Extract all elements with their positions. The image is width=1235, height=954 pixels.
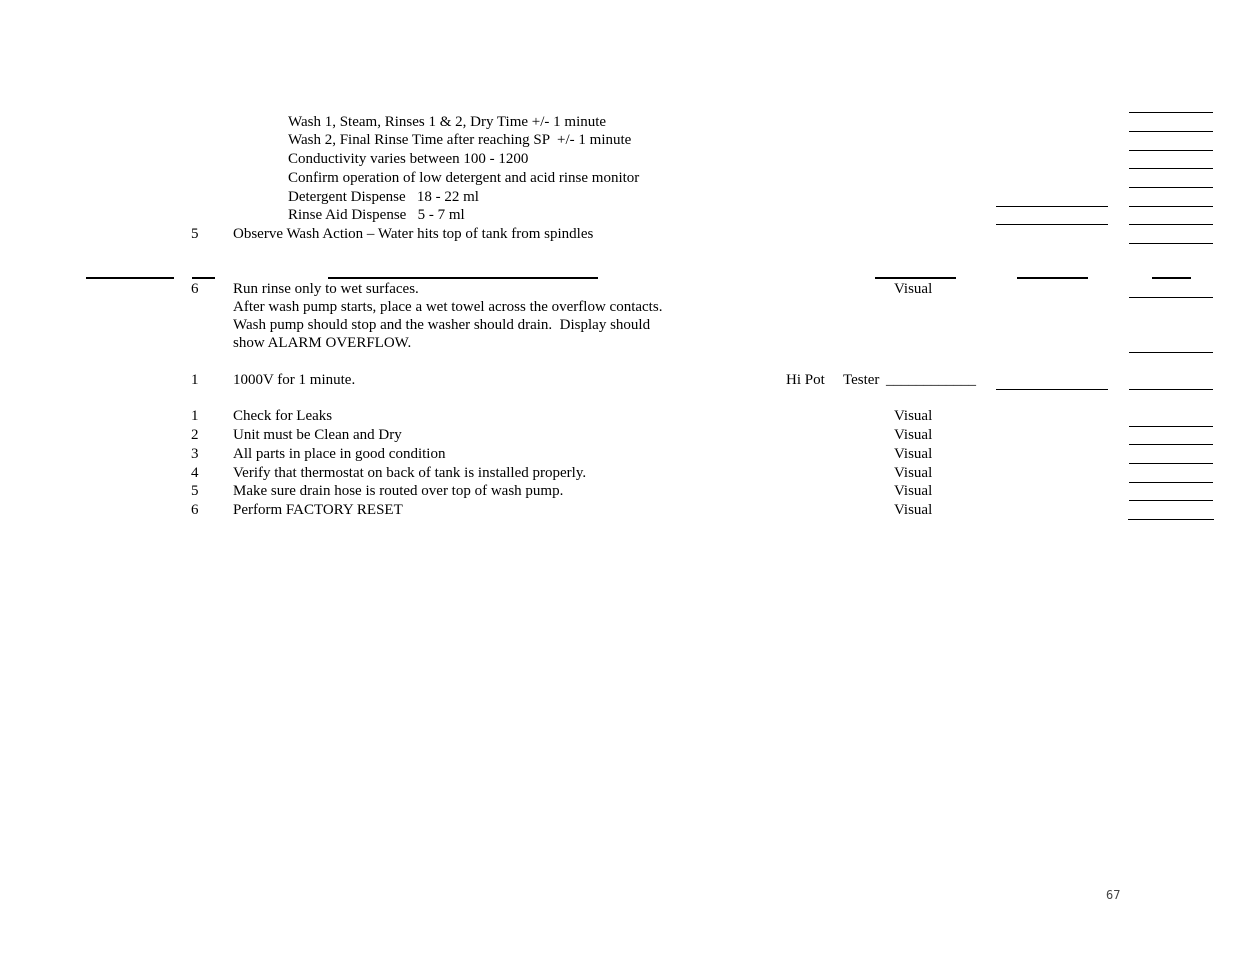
- overflow-test-line: Run rinse only to wet surfaces.: [233, 281, 419, 297]
- check-number: 1: [191, 408, 199, 424]
- check-method: Visual: [894, 465, 933, 481]
- signoff-line[interactable]: [1129, 224, 1213, 225]
- overflow-test-line: After wash pump starts, place a wet towel across the overflow contacts.: [233, 299, 663, 315]
- check-text: Check for Leaks: [233, 408, 333, 424]
- signoff-line[interactable]: [1129, 426, 1213, 427]
- signoff-line[interactable]: [1129, 500, 1213, 501]
- wash-action-number: 5: [191, 226, 199, 242]
- signoff-line[interactable]: [1129, 482, 1213, 483]
- check-number: 4: [191, 465, 199, 481]
- signoff-line[interactable]: [1129, 131, 1213, 132]
- spec-low-detergent-monitor: Confirm operation of low detergent and acid rinse monitor: [288, 170, 640, 186]
- signoff-line[interactable]: [1129, 352, 1213, 353]
- signoff-line[interactable]: [1129, 150, 1213, 151]
- measured-value-line[interactable]: [996, 389, 1108, 390]
- check-number: 6: [191, 502, 199, 518]
- spec-wash-dry-time: Wash 1, Steam, Rinses 1 & 2, Dry Time +/- 1 minute: [288, 114, 607, 130]
- header-rule: [1017, 277, 1088, 279]
- signoff-line[interactable]: [1129, 206, 1213, 207]
- check-number: 3: [191, 446, 199, 462]
- signoff-line[interactable]: [1129, 463, 1213, 464]
- check-method: Visual: [894, 483, 933, 499]
- overflow-test-line: Wash pump should stop and the washer should drain. Display should: [233, 317, 651, 333]
- header-rule: [192, 277, 215, 279]
- header-rule: [86, 277, 174, 279]
- header-rule: [875, 277, 956, 279]
- hipot-label: Hi Pot: [786, 372, 825, 388]
- measured-value-line[interactable]: [996, 206, 1108, 207]
- tester-label: Tester: [843, 372, 880, 388]
- hipot-test-number: 1: [191, 372, 199, 388]
- check-method: Visual: [894, 446, 933, 462]
- overflow-test-number: 6: [191, 281, 199, 297]
- check-text: Perform FACTORY RESET: [233, 502, 403, 518]
- overflow-test-line: show ALARM OVERFLOW.: [233, 335, 412, 351]
- signoff-line[interactable]: [1129, 168, 1213, 169]
- spec-conductivity: Conductivity varies between 100 - 1200: [288, 151, 529, 167]
- signoff-line[interactable]: [1129, 444, 1213, 445]
- measured-value-line[interactable]: [996, 224, 1108, 225]
- signoff-line[interactable]: [1129, 243, 1213, 244]
- check-method: Visual: [894, 408, 933, 424]
- check-method: Visual: [894, 427, 933, 443]
- header-rule: [1152, 277, 1191, 279]
- overflow-test-method: Visual: [894, 281, 933, 297]
- check-number: 2: [191, 427, 199, 443]
- signoff-line[interactable]: [1129, 389, 1213, 390]
- check-method: Visual: [894, 502, 933, 518]
- spec-detergent-dispense: Detergent Dispense 18 - 22 ml: [288, 189, 479, 205]
- check-text: Make sure drain hose is routed over top of wash pump.: [233, 483, 564, 499]
- check-number: 5: [191, 483, 199, 499]
- spec-rinse-aid-dispense: Rinse Aid Dispense 5 - 7 ml: [288, 207, 465, 223]
- signoff-line[interactable]: [1129, 187, 1213, 188]
- header-rule: [328, 277, 598, 279]
- page-number: 67: [1106, 888, 1121, 902]
- signoff-line[interactable]: [1129, 112, 1213, 113]
- wash-action-text: Observe Wash Action – Water hits top of tank from spindles: [233, 226, 594, 242]
- signoff-line[interactable]: [1129, 297, 1213, 298]
- check-text: Unit must be Clean and Dry: [233, 427, 402, 443]
- signoff-line[interactable]: [1128, 519, 1214, 520]
- hipot-test-text: 1000V for 1 minute.: [233, 372, 356, 388]
- check-text: All parts in place in good condition: [233, 446, 446, 462]
- check-text: Verify that thermostat on back of tank is installed properly.: [233, 465, 587, 481]
- spec-final-rinse-time: Wash 2, Final Rinse Time after reaching SP +/- 1 minute: [288, 132, 632, 148]
- tester-id-field[interactable]: ____________: [886, 372, 976, 388]
